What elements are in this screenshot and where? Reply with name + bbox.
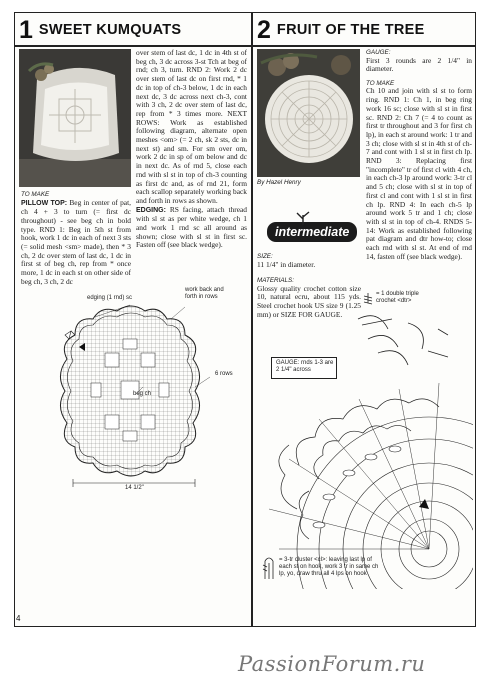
doily-diagram <box>259 379 473 589</box>
edging-note: edging (1 rnd) sc <box>87 295 133 301</box>
tree-icon <box>293 211 313 225</box>
column-divider <box>251 13 253 626</box>
pillow-top-label: PILLOW TOP: <box>21 199 68 207</box>
right-col2-text <box>366 49 472 261</box>
gauge-box-text: GAUGE: rnds 1-3 are 2 1/4" across <box>276 360 334 373</box>
work-back-note: work back and forth in rows <box>185 287 224 300</box>
cluster-label: = 3-tr cluster <cl>: leaving last lp of each st on hook, work 3 tr in same ch lp, yo, draw thru all 4 lps on hook <box>279 557 379 577</box>
make-instructions: Ch 10 and join with sl st to form ring. RND 1: Ch 1, in beg ring work 16 sc; close with sl st in first sc. RND 2: Ch 7 (= 4 to count as first tr throughout and 3 for first ch lp), in each st around work: 1 tr and 3 ch; close with sl st in 4th st of ch-7 and cont with 1 sl st in first ch lp. RND 3: Replacing first "incomplete" tr of first cl with 4 ch, in each ch-3 lp around work: 3-tr cl and 5 ch; close with sl st in top of first cl and cont with 1 sl st in first ch lp. RND 4: In each ch-5 lp around work 5 tr and 1 ch; close with sl st in top of ch-4. RNDS 5-14: Work as established following pat diagram and dtr how-to; close each rnd with sl st. At end of rnd 14, fasten off (see black wedge). <box>366 86 472 261</box>
to-make-heading: TO MAKE <box>21 191 50 198</box>
header-rule <box>253 45 476 47</box>
dtr-how-to <box>348 289 472 379</box>
header-rule <box>15 45 251 47</box>
pattern-number: 1 <box>19 16 33 44</box>
magazine-page <box>14 12 476 627</box>
filet-chart-diagram <box>35 287 247 495</box>
to-make-heading: TO MAKE <box>366 79 395 87</box>
edging-text: RS facing, attach thread with sl st as per white wedge, ch 1 and work 1 rnd sc all around as shown; close with sl st in first sc. Fasten off (see black wedge). <box>136 204 247 250</box>
gauge-label: GAUGE: <box>366 49 391 56</box>
size-text: 11 1/4" in diameter. <box>257 259 316 269</box>
pattern-title: SWEET KUMQUATS <box>38 22 182 38</box>
skill-level: intermediate <box>267 222 357 242</box>
size-label: SIZE: <box>257 253 273 260</box>
edging-label: EDGING: <box>136 206 166 214</box>
six-rows-note: 6 rows <box>215 371 233 377</box>
pillow-top-text: Beg in center of pat, ch 4 + 3 to turn (= first dc throughout) - see beg ch in bold type. RND 1: Beg in 5th st from hook, work 1 dc in each of next 3 sts (= solid mesh <sm> made), then * 3 ch, 2 dc over stem of last dc, 1 dc in first st of beg ch, rep from * once more, 1 dc in each st on other side of beg ch, 3 ch, 2 dc <box>21 197 131 286</box>
pillow-photo <box>19 49 131 187</box>
dtr-label: = 1 double triple crochet <dtr> <box>376 291 419 304</box>
materials-label: MATERIALS: <box>257 277 294 285</box>
header-sweet-kumquats <box>19 17 181 43</box>
beg-ch-note: beg ch <box>133 391 152 397</box>
skill-level-badge <box>267 223 357 241</box>
materials-text: Glossy quality crochet cotton size 10, natural ecru, about 115 yds. Steel crochet hook US size 9 (1.25 mm) or SIZE FOR GAUGE. <box>257 283 361 319</box>
byline: By Hazel Henry <box>257 179 301 186</box>
pattern-title: FRUIT OF THE TREE <box>276 22 425 38</box>
left-col2-text <box>136 49 247 250</box>
watermark: PassionForum.ru <box>238 652 426 676</box>
left-col1-text <box>21 191 131 287</box>
doily-photo <box>257 49 360 177</box>
gauge-text: First 3 rounds are 2 1/4" in diameter. <box>366 55 472 74</box>
pattern-number: 2 <box>257 16 271 44</box>
header-fruit-of-the-tree <box>257 17 425 43</box>
right-col1-text <box>257 253 361 320</box>
instructions-continued: over stem of last dc, 1 dc in 4th st of beg ch, 3 dc across 3-st Tch at beg of rnd; ch 3, turn. RND 2: Work 2 dc over stem of last dc on first rnd, * 1 dc in top of ch-3 below, 1 dc in each next dc, 3 dc across next ch-3, cont with 3 ch, 2 dc over stem of last dc, rep from * 3 times more. NEXT ROWS: Work as established following diagram, alternate open meshes <om> (= 2 ch, sk 2 sts, dc in next st) and sm. For sm over om, work 2 dc in sp of om below and dc in next dc. As of rnd 5, close each rnd with sl st in top of ch-3 counting as first dc and, as of rnd 21, form each scallop separately working back and forth in rows as shown. <box>136 48 247 205</box>
page-number: 4 <box>16 614 21 623</box>
width-dimension: 14 1/2" <box>125 485 144 491</box>
gauge-box <box>271 357 337 379</box>
